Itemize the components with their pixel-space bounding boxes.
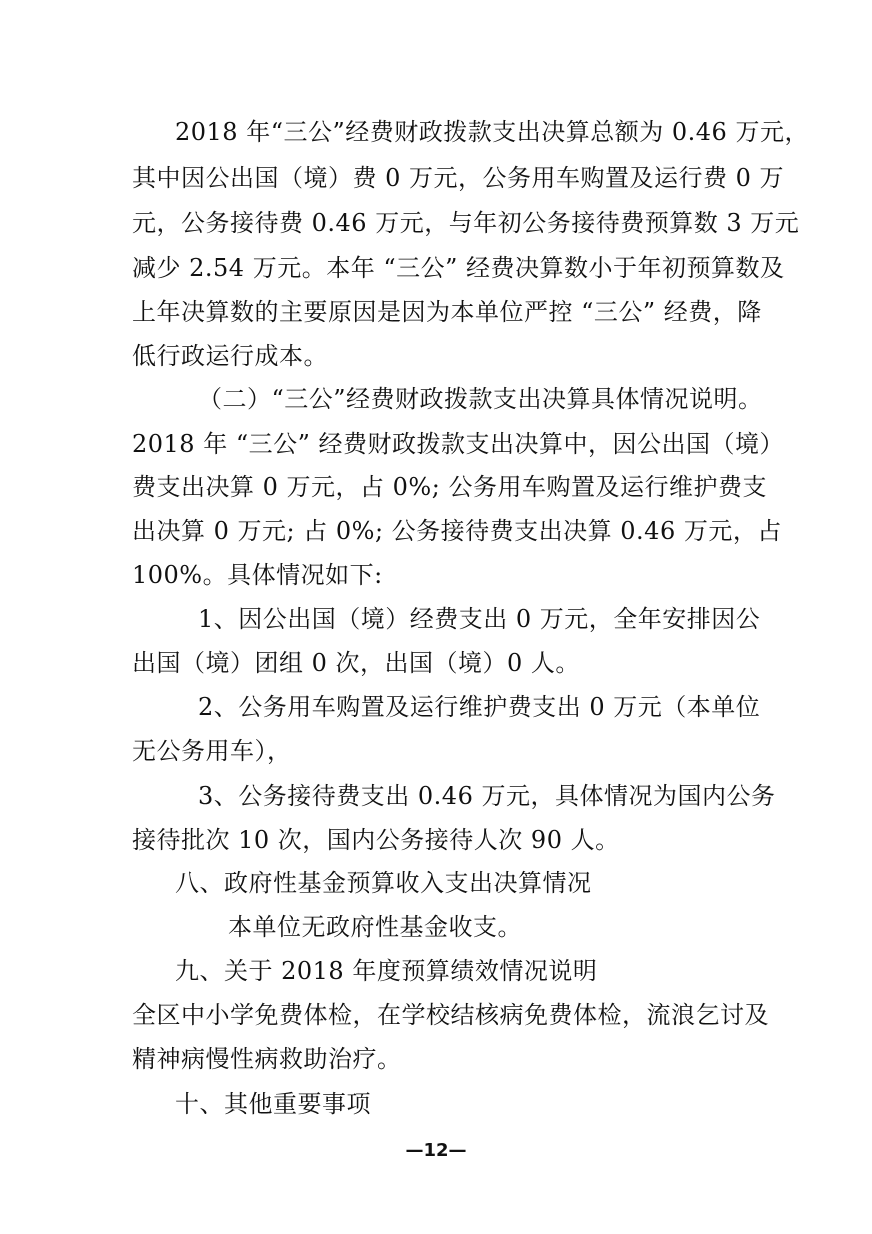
paragraph-line: 2018 年 “三公” 经费财政拨款支出决算中，因公出国（境） (132, 430, 785, 458)
list-item-continuation: 接待批次 10 次，国内公务接待人次 90 人。 (132, 826, 620, 854)
section-heading: （二）“三公”经费财政拨款支出决算具体情况说明。 (198, 385, 763, 413)
paragraph-line: 全区中小学免费体检，在学校结核病免费体检，流浪乞讨及 (132, 1001, 769, 1029)
paragraph-line: 低行政运行成本。 (132, 342, 328, 370)
list-item: 1、因公出国（境）经费支出 0 万元，全年安排因公 (198, 605, 761, 633)
section-heading: 十、其他重要事项 (175, 1090, 371, 1118)
section-heading: 九、关于 2018 年度预算绩效情况说明 (175, 957, 598, 985)
paragraph-line: 本单位无政府性基金收支。 (228, 913, 522, 941)
page-number: —12— (405, 1140, 467, 1161)
list-item: 2、公务用车购置及运行维护费支出 0 万元（本单位 (198, 693, 761, 721)
paragraph-line: 100%。具体情况如下: (132, 561, 383, 589)
section-heading: 八、政府性基金预算收入支出决算情况 (175, 869, 592, 897)
paragraph-line: 上年决算数的主要原因是因为本单位严控 “三公” 经费，降 (132, 298, 762, 326)
paragraph-line: 出决算 0 万元; 占 0%; 公务接待费支出决算 0.46 万元，占 (132, 517, 782, 545)
paragraph-line: 其中因公出国（境）费 0 万元，公务用车购置及运行费 0 万 (132, 164, 785, 192)
paragraph-line: 2018 年“三公”经费财政拨款支出决算总额为 0.46 万元， (175, 118, 809, 146)
paragraph-line: 减少 2.54 万元。本年 “三公” 经费决算数小于年初预算数及 (132, 254, 785, 282)
paragraph-line: 费支出决算 0 万元，占 0%; 公务用车购置及运行维护费支 (132, 473, 767, 501)
list-item-continuation: 无公务用车）， (132, 737, 292, 765)
paragraph-line: 元，公务接待费 0.46 万元，与年初公务接待费预算数 3 万元 (132, 209, 800, 237)
list-item: 3、公务接待费支出 0.46 万元，具体情况为国内公务 (198, 782, 776, 810)
paragraph-line: 精神病慢性病救助治疗。 (132, 1045, 402, 1073)
list-item-continuation: 出国（境）团组 0 次，出国（境）0 人。 (132, 649, 580, 677)
